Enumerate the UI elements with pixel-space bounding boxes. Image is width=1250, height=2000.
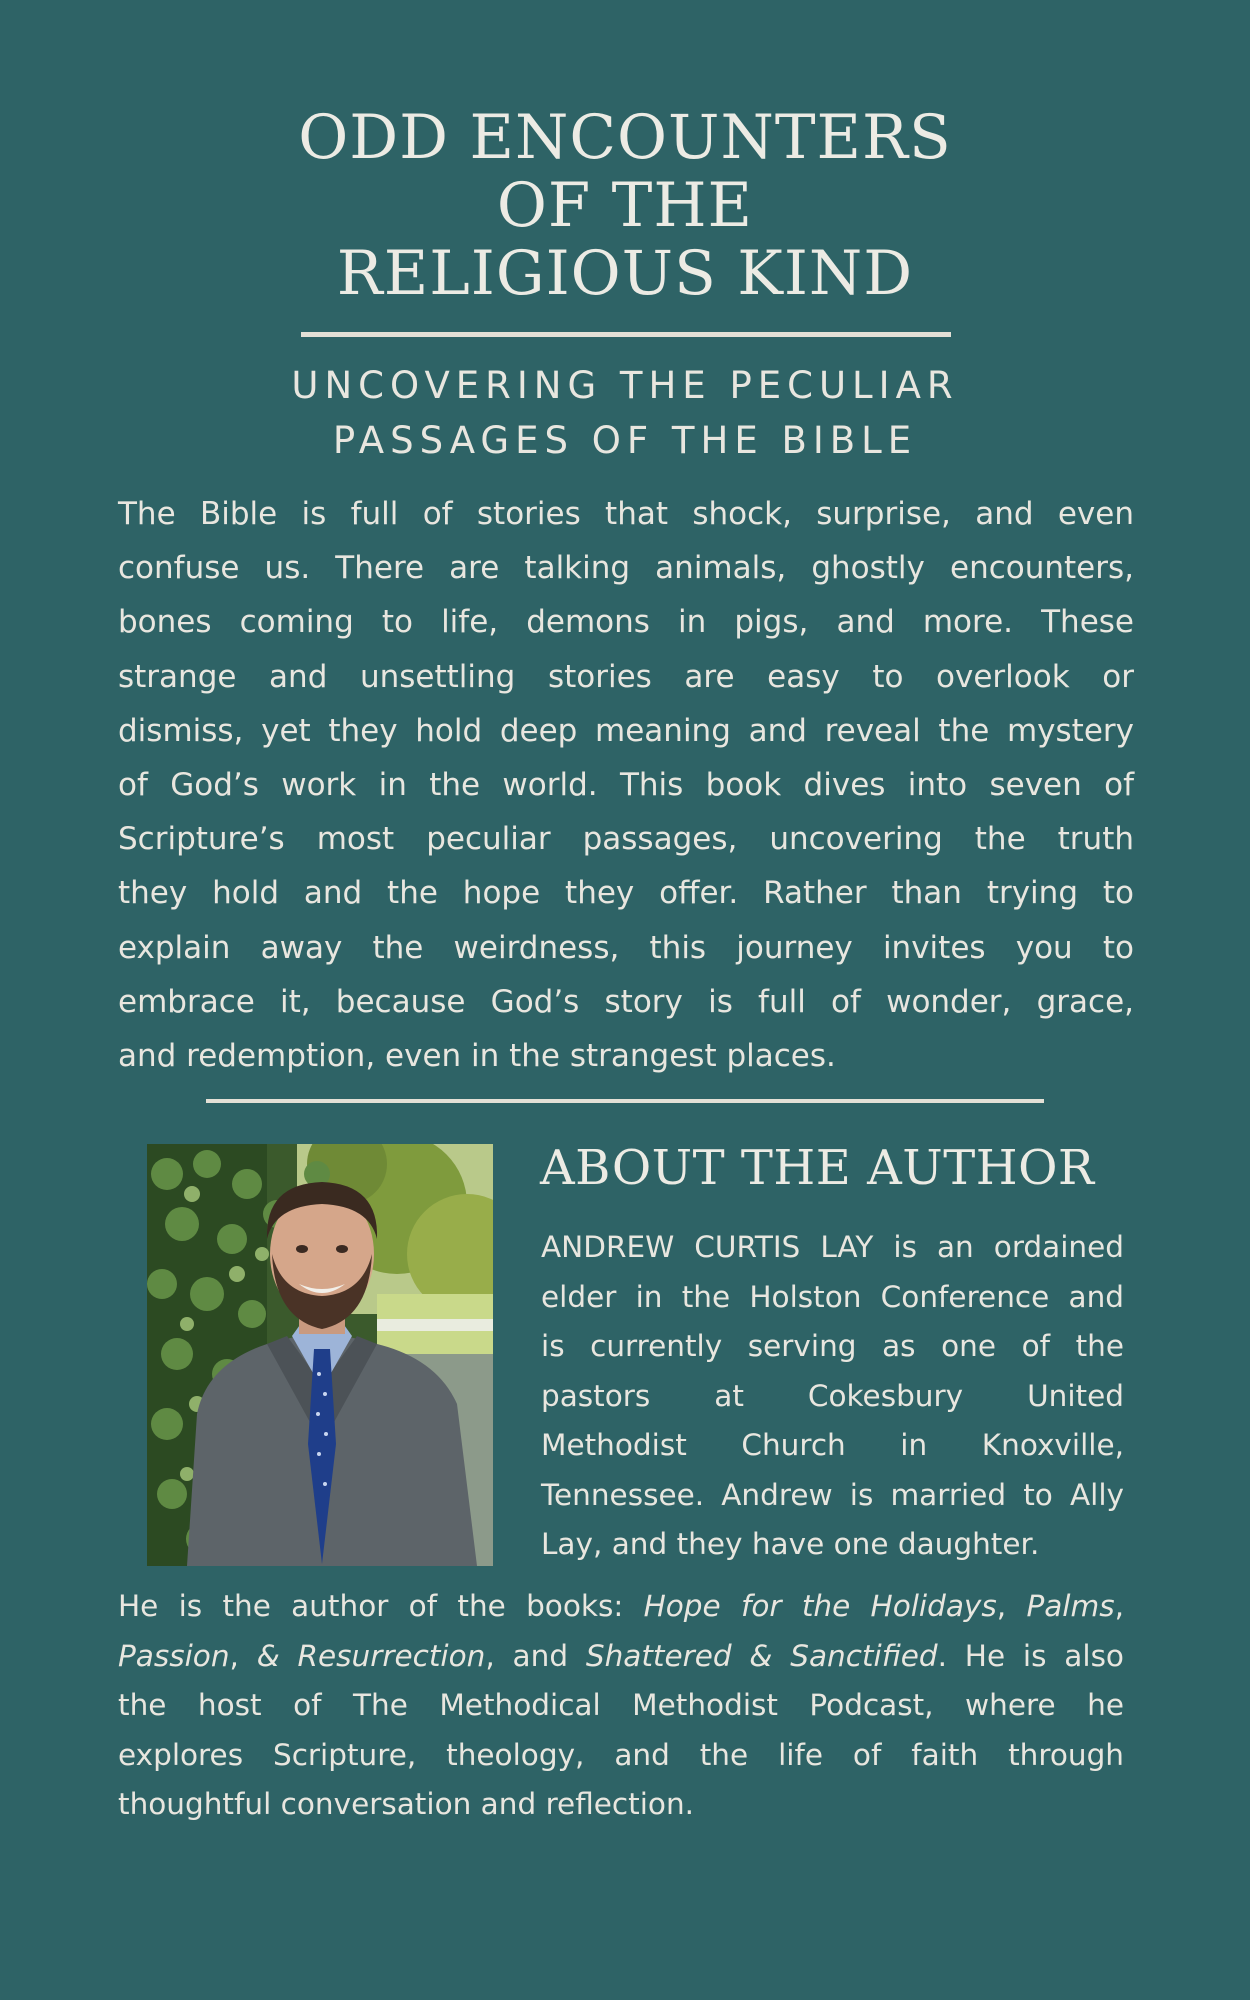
book-subtitle-line-2: PASSAGES OF THE BIBLE	[332, 419, 918, 462]
separator: ,	[229, 1638, 257, 1673]
description-line: embrace it, because God’s story is full of wonder, grace,	[118, 983, 1134, 1020]
book-title-line-2: OF THE	[496, 170, 754, 241]
separator: , and	[485, 1638, 586, 1673]
bio-line: ANDREW CURTIS LAY is an ordained	[541, 1230, 1124, 1264]
separator: ,	[996, 1589, 1027, 1623]
bio-line: Tennessee. Andrew is married to Ally	[541, 1477, 1124, 1512]
book-title-passion: Passion	[118, 1638, 230, 1673]
title-divider	[301, 332, 951, 337]
book-title-line-1: ODD ENCOUNTERS	[298, 102, 952, 173]
description-line: strange and unsettling stories are easy to overlook or	[118, 658, 1134, 695]
books-line-1	[118, 1582, 1124, 1632]
book-title-resurrection: & Resurrection	[256, 1638, 486, 1673]
bio-rest-line: the host of The Methodical Methodist Podcast, where he	[118, 1688, 1124, 1722]
description-line: confuse us. There are talking animals, ghostly encounters,	[118, 550, 1134, 587]
books-line-2	[118, 1632, 1124, 1682]
about-author-heading: ABOUT THE AUTHOR	[540, 1140, 1095, 1196]
bio-line: Lay, and they have one daughter.	[541, 1527, 1040, 1561]
description-line: The Bible is full of stories that shock, surprise, and even	[118, 496, 1134, 532]
bio-line: elder in the Holston Conference and	[541, 1279, 1124, 1314]
bio-rest-line: thoughtful conversation and reflection.	[118, 1787, 695, 1821]
book-title	[0, 104, 1250, 308]
description-line: they hold and the hope they offer. Rather than trying to	[118, 875, 1134, 912]
description-line: explain away the weirdness, this journey invites you to	[118, 929, 1134, 966]
book-description	[118, 487, 1134, 1083]
description-line: bones coming to life, demons in pigs, and more. These	[118, 604, 1134, 641]
book-subtitle	[0, 358, 1250, 468]
author-books-paragraph	[118, 1582, 1124, 1830]
book-title-line-3: RELIGIOUS KIND	[336, 238, 914, 309]
bio-line: is currently serving as one of the	[541, 1329, 1124, 1363]
bio-line: pastors at Cokesbury United	[541, 1378, 1124, 1413]
book-subtitle-line-1: UNCOVERING THE PECULIAR	[291, 364, 959, 407]
book-title-hope-for-the-holidays: Hope for the Holidays	[643, 1589, 997, 1623]
section-divider	[206, 1099, 1044, 1103]
description-line: dismiss, yet they hold deep meaning and reveal the mystery	[118, 712, 1134, 749]
books-after: . He is also	[937, 1638, 1124, 1673]
description-line: Scripture’s most peculiar passages, uncovering the truth	[118, 821, 1134, 858]
bio-rest-line: explores Scripture, theology, and the life of faith through	[118, 1737, 1124, 1772]
separator: ,	[1114, 1589, 1124, 1623]
book-title-palms: Palms	[1026, 1589, 1115, 1623]
author-photo	[147, 1144, 493, 1566]
book-title-shattered-sanctified: Shattered & Sanctified	[585, 1638, 938, 1673]
books-intro: He is the author of the books:	[118, 1589, 644, 1623]
bio-line: Methodist Church in Knoxville,	[541, 1428, 1124, 1462]
description-line: of God’s work in the world. This book dives into seven of	[118, 767, 1134, 804]
description-line: and redemption, even in the strangest places.	[118, 1038, 836, 1075]
author-bio	[541, 1223, 1124, 1570]
